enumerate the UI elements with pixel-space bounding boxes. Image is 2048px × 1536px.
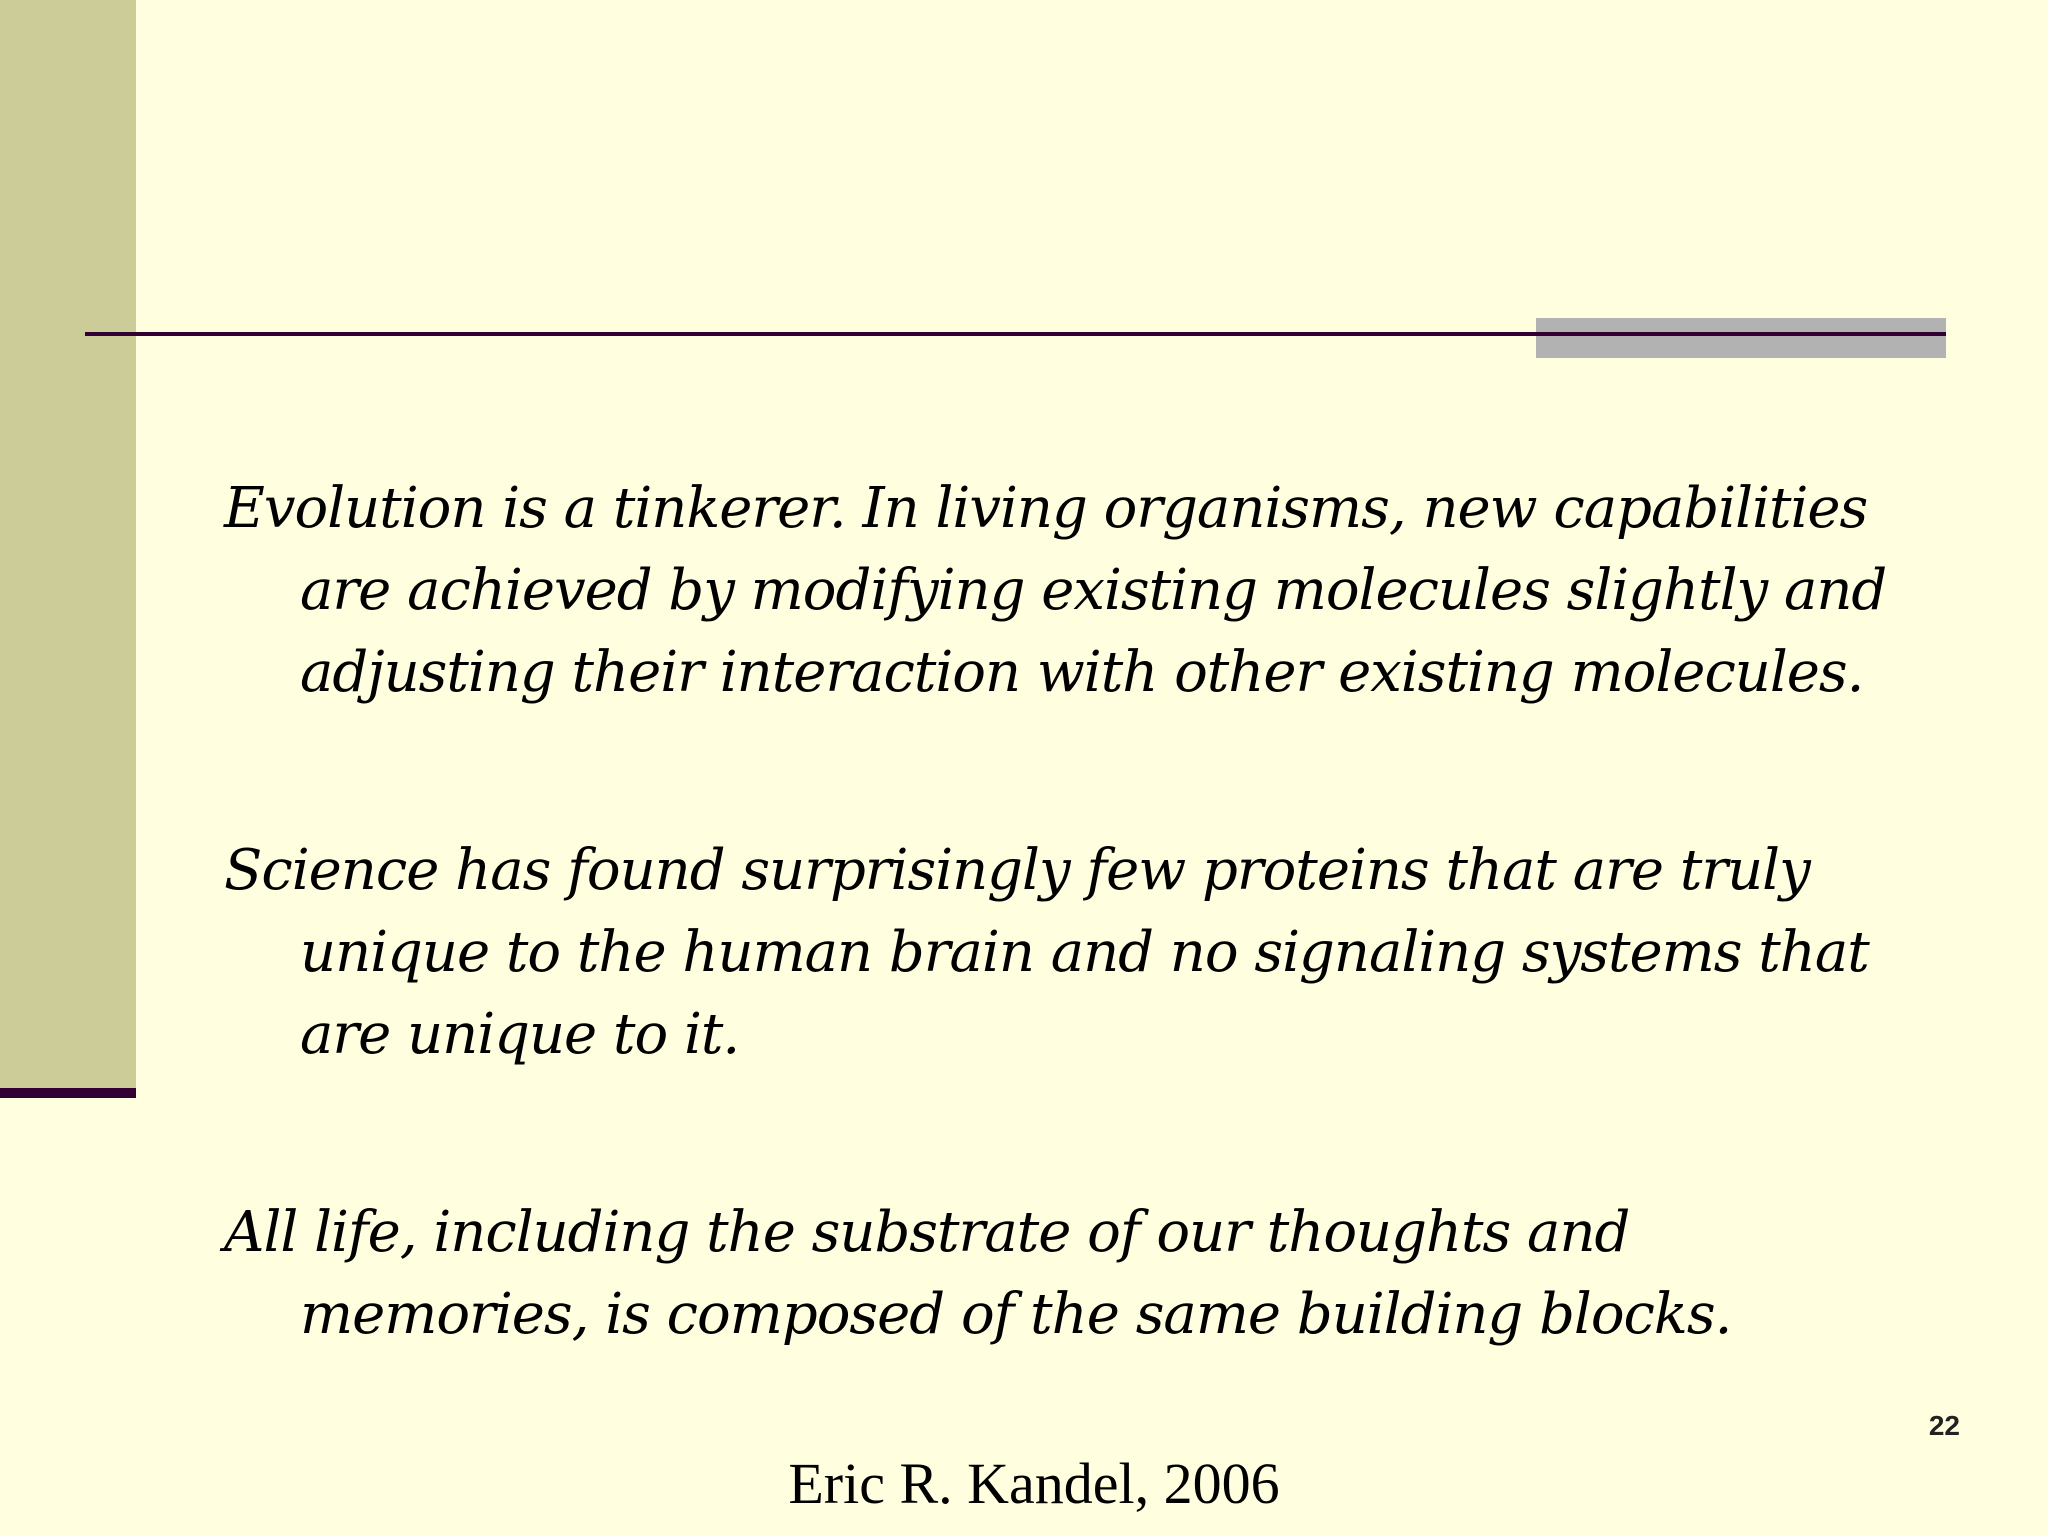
left-band-underline [0,1088,136,1098]
quote-paragraph-building-blocks: All life, including the substrate of our thoughts and memories, is composed of the same building blocks. [224,1200,1732,1347]
slide-number: 22 [1928,1410,1960,1441]
left-decorative-band [0,0,136,1088]
title-accent-bar [1536,318,1946,358]
title-divider-rule [85,332,1946,336]
slide-body [224,468,1984,1356]
quote-paragraph-evolution: Evolution is a tinkerer. In living organisms, new capabilities are achieved by modifying existing molecules slightly and adjusting their interaction with other existing molecules. [224,476,1887,705]
quote-attribution: Eric R. Kandel, 2006 [788,1451,1280,1516]
quote-paragraph-proteins: Science has found surprisingly few proteins that are truly unique to the human brain and no signaling systems that are unique to it. [224,838,1869,1067]
